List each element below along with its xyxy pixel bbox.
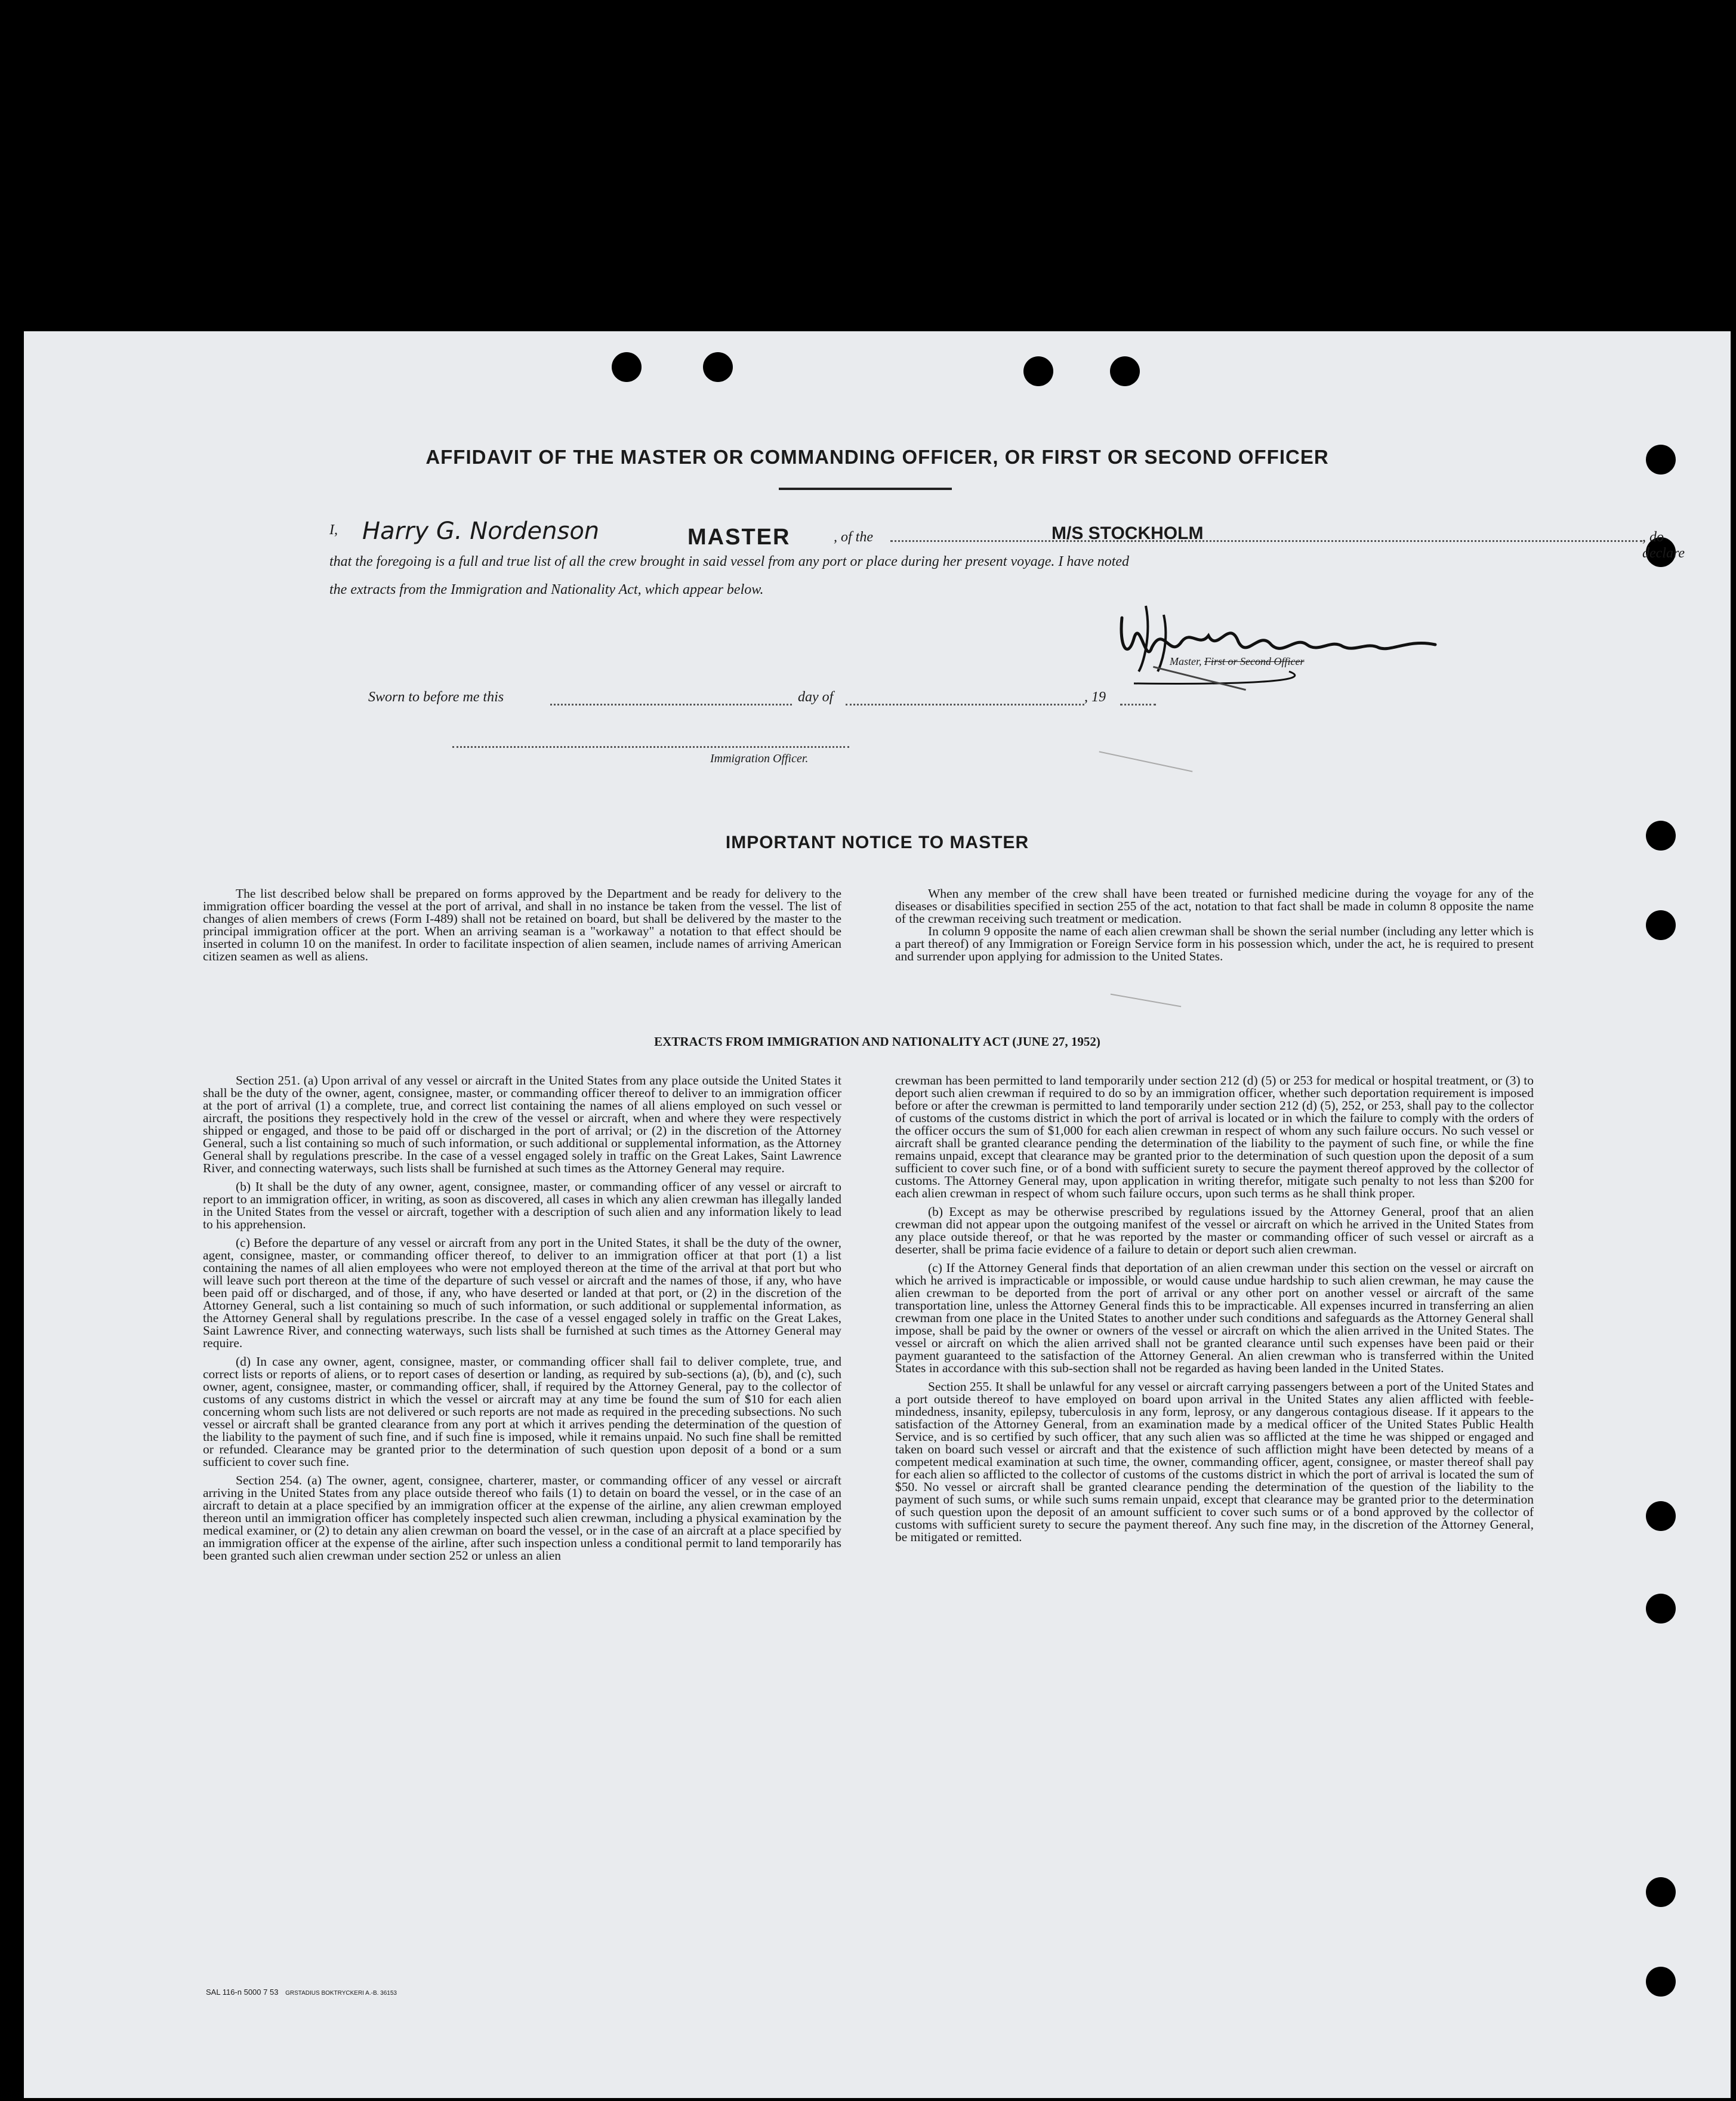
printer-name: GRSTADIUS BOKTRYCKERI A.-B. 36153 — [285, 1990, 397, 1997]
punch-hole — [1023, 356, 1053, 386]
extract-paragraph: Section 254. (a) The owner, agent, consignee, charterer, master, or commanding officer of any vessel or aircraft arriving in the United States from any place outside thereof who fails (1) to detain on board the vessel, or in the case of an aircraft to detain at a place specified by an immigration officer at the expense of the airline, any alien crewman employed thereon until an immigration officer has completely inspected such alien crewman, including a physical examination by the medical examiner, or (2) to detain any alien crewman on board the vessel, or in the case of an aircraft at a place specified by an immigration officer at the expense of the airline, after such inspection unless a conditional permit to land temporarily has been granted such alien crewman under section 252 or unless an alien — [203, 1473, 841, 1563]
punch-hole — [612, 352, 642, 382]
vessel-dotted-line — [890, 540, 1642, 542]
form-footer — [206, 1988, 397, 1997]
notice-right-paragraph-2: In column 9 opposite the name of each alien crewman shall be shown the serial number (including any letter which is a part thereof) of any Immigration or Foreign Service form in his possession which, under the act, he is required to present and surrender upon applying for admission to the United States. — [895, 924, 1534, 963]
extract-paragraph: crewman has been permitted to land temporarily under section 212 (d) (5) or 253 for medical or hospital treatment, or (3) to deport such alien crewman if required to do so by an immigration officer, whether such deportation requirement is imposed before or after the crewman is permitted to land temporarily under section 212 (d) (5), 252, or 253, shall pay to the collector of customs of the customs district in which the port of arrival is located or in which the failure to comply with the orders of the officer occurs the sum of $1,000 for each alien crewman in respect of whom any such failure occurs. No such vessel or aircraft shall be granted clearance pending the determination of the liability to the payment of such fine, or while the fine remains unpaid, except that clearance may be granted prior to the determination of such question upon the deposit of a sum sufficient to cover such fine, or of a bond with sufficient surety to secure the payment thereof approved by the collector of customs. The Attorney General may, upon application in writing therefor, mitigate such penalty to not less than $200 for each alien crewman in respect of whom such failure occurs, upon such terms as he shall think proper. — [895, 1073, 1534, 1200]
sworn-text: Sworn to before me this — [368, 689, 504, 705]
rank-text: MASTER — [687, 525, 791, 550]
extract-paragraph: Section 255. It shall be unlawful for any vessel or aircraft carrying passengers between a port of the United States and a port outside thereof to have employed on board upon arrival in the United States any alien afflicted with feeble-mindedness, insanity, epilepsy, tuberculosis in any form, leprosy, or any dangerous contagious disease. If it appears to the satisfaction of the Attorney General, from an examination made by a medical officer of the United States Public Health Service, and is so certified by such officer, that any such alien was so afflicted at the time he was shipped or engaged and taken on board such vessel or aircraft and that the existence of such affliction might have been detected by means of a competent medical examination at such time, the owner, commanding officer, agent, consignee, or master thereof shall pay for each alien so afflicted to the collector of customs of the customs district in which the port of arrival is located the sum of $50. No vessel or aircraft shall be granted clearance pending the determination of the question of the liability to the payment of such sums, or while such sums remain unpaid, except that clearance may be granted prior to the determination of such question upon the deposit of an amount sufficient to cover such sums or of a bond approved by the collector of customs with sufficient surety to secure the payment thereof. Any such fine may, in the discretion of the Attorney General, be mitigated or remitted. — [895, 1379, 1534, 1544]
punch-hole — [1646, 1501, 1676, 1531]
sworn-line — [368, 689, 1204, 713]
notice-left-paragraph: The list described below shall be prepared on forms approved by the Department and be ready for delivery to the immigration officer boarding the vessel at the port of arrival, and shall in no instance be taken from the vessel. The list of changes of alien members of crews (Form I-489) shall not be retained on board, but shall be delivered by the master to the principal immigration officer at the port. When an arriving seaman is a "workaway" a notation to that effect should be inserted in column 10 on the manifest. In order to facilitate inspection of alien seamen, include names of arriving American citizen seamen as well as aliens. — [203, 886, 841, 963]
extracts-left-column — [203, 1074, 841, 1562]
extracts-title: EXTRACTS FROM IMMIGRATION AND NATIONALITY ACT (JUNE 27, 1952) — [654, 1034, 1100, 1049]
officer-dotted-line — [452, 746, 849, 748]
extract-paragraph: (d) In case any owner, agent, consignee, master, or commanding officer shall fail to deliver complete, true, and correct lists or reports of aliens, or to report cases of desertion or landing, as required by sub-sections (a), (b), and (c), such owner, agent, consignee, master, or commanding officer, shall, if required by the Attorney General, pay to the collector of customs of any customs district in which the vessel or aircraft may at any time be found the sum of $10 for each alien concerning whom such lists are not delivered or such reports are not made as required in the preceding subsections. No such vessel or aircraft shall be granted clearance from any port at which it arrives pending the determination of the question of the liability to the payment of such fine, and if such fine is imposed, while it remains unpaid. No such fine shall be remitted or refunded. Clearance may be granted prior to the determination of such question upon deposit of a bond or a sum sufficient to cover such fine. — [203, 1354, 841, 1469]
notice-right-column — [895, 888, 1534, 963]
extract-paragraph: Section 251. (a) Upon arrival of any vessel or aircraft in the United States from any place outside the United States it shall be the duty of the owner, agent, consignee, master, or commanding officer thereof to deliver to an immigration officer at the port of arrival (1) a complete, true, and correct list containing the names of all aliens employed on such vessel or aircraft, the positions they respectively hold in the crew of the vessel or aircraft, when and where they were respectively shipped or engaged, and those to be paid off or discharged in the port of arrival; or (2) in the discretion of the Attorney General, such a list containing so much of such information, or such additional or supplemental information, as the Attorney General shall by regulations prescribe. In the case of a vessel engaged solely in traffic on the Great Lakes, Saint Lawrence River, and connecting waterways, such lists shall be furnished at such times as the Attorney General may require. — [203, 1073, 841, 1175]
punch-hole — [1110, 356, 1140, 386]
handwritten-name: Harry G. Nordenson — [362, 517, 600, 545]
do-declare-text: , do declare — [1642, 529, 1685, 561]
signature-caption — [1170, 655, 1304, 668]
immigration-officer-label: Immigration Officer. — [710, 752, 809, 765]
extract-paragraph: (c) Before the departure of any vessel or aircraft from any port in the United States, it shall be the duty of the owner, agent, consignee, master, or commanding officer thereof, to deliver to an immigration officer at that port (1) a list containing the names of all alien employees who were not employed thereon at the time of the arrival at that port but who will leave such port thereon at the time of the departure of such vessel or aircraft and the names of those, if any, who have been paid off or discharged, and of those, if any, who have deserted or landed at that port, or (2) in the discretion of the Attorney General, such a list containing so much of such information, or such additional or supplemental information, as the Attorney General shall by regulations prescribe. In the case of a vessel engaged solely in traffic on the Great Lakes, Saint Lawrence River, and connecting waterways, such lists shall be furnished at such times as the Attorney General may require. — [203, 1236, 841, 1350]
year-dotted-line — [1120, 704, 1156, 706]
of-the-text: , of the — [834, 529, 873, 545]
declaration-i: I, — [329, 522, 338, 538]
extract-paragraph: (c) If the Attorney General finds that deportation of an alien crewman under this section on the vessel or aircraft on which he arrived is impracticable or impossible, or would cause undue hardship to such alien crewman, he may cause the alien crewman to be deported from the port of arrival or any other port on another vessel or aircraft of the same transportation line, unless the Attorney General finds this to be impracticable. All expenses incurred in transferring an alien crewman from one place in the United States to another under such conditions and safeguards as the Attorney General shall impose, shall be paid by the owner or owners of the vessel or aircraft on which the alien arrived in the United States. The vessel or aircraft on which the alien arrived shall not be granted clearance until such expenses have been paid or their payment guaranteed to the satisfaction of the Attorney General. An alien crewman who is transferred within the United States in accordance with this sub-section shall not be regarded as having been landed in the United States. — [895, 1261, 1534, 1375]
extracts-right-column — [895, 1074, 1534, 1544]
day-of-text: day of — [798, 689, 834, 705]
notice-title: IMPORTANT NOTICE TO MASTER — [725, 833, 1029, 852]
document-sheet — [24, 331, 1731, 2098]
punch-hole — [703, 352, 733, 382]
year-text: , 19 — [1084, 689, 1106, 705]
affidavit-title: AFFIDAVIT OF THE MASTER OR COMMANDING OFFICER, OR FIRST OR SECOND OFFICER — [425, 446, 1329, 468]
declaration-line-1 — [329, 517, 1685, 561]
sworn-dotted-line — [550, 704, 792, 706]
punch-hole — [1646, 1877, 1676, 1907]
declaration-line-2: that the foregoing is a full and true list of all the crew brought in said vessel from any port or place during her present voyage. I have noted — [329, 554, 1130, 569]
declaration-line-3: the extracts from the Immigration and Nationality Act, which appear below. — [329, 582, 764, 597]
day-dotted-line — [846, 704, 1084, 706]
title-rule — [779, 488, 952, 490]
pencil-mark — [1111, 994, 1182, 1008]
punch-hole — [1646, 1967, 1676, 1997]
punch-hole — [1646, 1594, 1676, 1624]
punch-hole — [1646, 910, 1676, 940]
notice-left-column — [203, 888, 841, 963]
caption-master: Master, — [1170, 655, 1202, 667]
vessel-name: M/S STOCKHOLM — [1052, 523, 1204, 543]
caption-officer-struck: First or Second Officer — [1204, 655, 1305, 667]
pencil-mark — [1099, 751, 1193, 772]
extract-paragraph: (b) Except as may be otherwise prescribed by regulations issued by the Attorney General, proof that an alien crewman did not appear upon the outgoing manifest of the vessel or aircraft on which he arrived in the United States from any place outside thereof, or that he was reported by the master or commanding officer of such vessel or aircraft as a deserter, shall be prima facie evidence of a failure to detain or deport such alien crewman. — [895, 1204, 1534, 1256]
extract-paragraph: (b) It shall be the duty of any owner, agent, consignee, master, or commanding officer of any vessel or aircraft to report to an immigration officer, in writing, as soon as discovered, all cases in which any alien crewman has illegally landed in the United States from the vessel or aircraft, together with a description of such alien and any information likely to lead to his apprehension. — [203, 1179, 841, 1231]
signature-graphic — [1110, 582, 1444, 689]
form-number: SAL 116-n 5000 7 53 — [206, 1988, 279, 1997]
notice-right-paragraph-1: When any member of the crew shall have been treated or furnished medicine during the voyage for any of the diseases or disabilities specified in section 255 of the act, notation to that fact shall be made in column 8 opposite the name of the crewman receiving such treatment or medication. — [895, 886, 1534, 926]
